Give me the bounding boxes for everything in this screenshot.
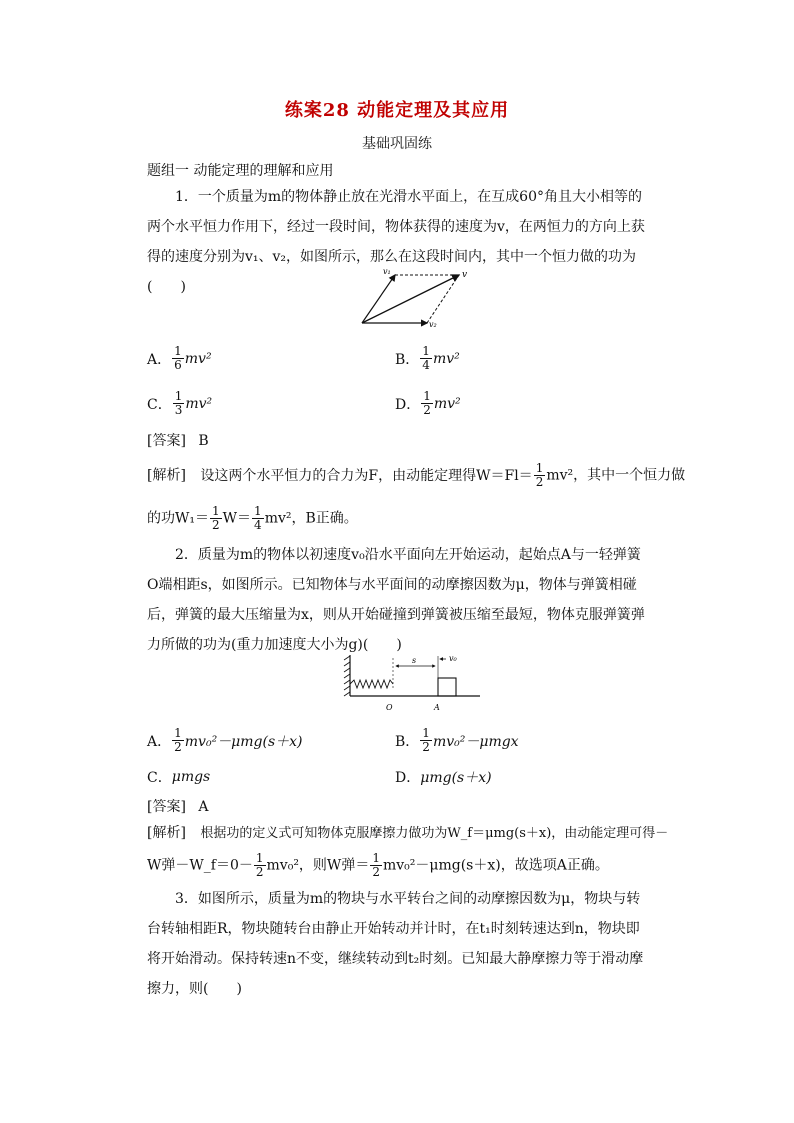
page-title: 练案28 动能定理及其应用 — [284, 100, 510, 121]
option-letter: A． — [147, 733, 172, 750]
fraction: $\frac{1}{2}$ — [212, 504, 220, 532]
option-text: mv² — [185, 395, 213, 412]
analysis-tag: [解析] — [147, 825, 186, 841]
fraction: $\frac{1}{4}$ — [254, 504, 262, 532]
option-letter: B． — [395, 351, 420, 368]
option-letter: B． — [395, 733, 420, 750]
option-text: mv₀²－μmg(s＋x) — [184, 733, 303, 750]
option-text: μmgs — [171, 769, 211, 785]
q2-block — [438, 678, 456, 696]
option-text: μmg(s＋x) — [420, 770, 492, 786]
q1-option-b[interactable] — [395, 345, 460, 372]
q1-option-d[interactable] — [395, 390, 461, 417]
q1-stem: 1．一个质量为m的物体静止放在光滑水平面上，在互成60°角且大小相等的两个水平恒力作用下，经过一段时间，物体获得的速度为v，在两恒力的方向上获得的速度分别为v₁、v₂，如图所示，那么在这段时间内，其中一个恒力做的功为( ) — [147, 189, 645, 295]
fraction: $\frac{1}{2}$ — [535, 461, 544, 489]
q2-label-o: O — [386, 703, 393, 712]
option-text: mv² — [184, 350, 212, 367]
option-text: mv² — [433, 395, 461, 412]
answer-value: B — [198, 433, 209, 449]
q1-v-arrow — [362, 275, 459, 323]
fraction: $\frac{1}{6}$ — [174, 344, 182, 372]
q2-spring — [350, 680, 393, 688]
q2-stem: 2．质量为m的物体以初速度v₀沿水平面向左开始运动，起始点A与一轻弹簧O端相距s，如图所示。已知物体与水平面间的动摩擦因数为μ，物体与弹簧相碰后，弹簧的最大压缩量为x，则从开始碰撞到弹簧被压缩至最短，物体克服弹簧弹力所做的功为(重力加速度大小为g)( ) — [147, 547, 645, 653]
group-label: 题组一 动能定理的理解和应用 — [147, 163, 334, 179]
analysis-tag: [解析] — [147, 467, 186, 484]
option-letter: D． — [395, 770, 421, 786]
q2-option-d[interactable] — [395, 767, 492, 787]
q1-vector-figure — [355, 265, 485, 330]
q2-analysis-line2: W弹－W_f＝0－ $\frac{1}{2}$ mv₀²，则W弹＝ $\frac{1}{2}$ mv₀²－μmg(s＋x)，故选项A正确。 — [147, 851, 609, 879]
q1-label-v1: v₁ — [383, 267, 391, 276]
q2-option-b[interactable] — [395, 727, 519, 754]
fraction: $\frac{1}{2}$ — [422, 726, 430, 754]
q2-label-s: s — [412, 656, 417, 665]
q2-label-a: A — [434, 703, 440, 712]
q2-option-a[interactable] — [147, 727, 303, 754]
q2-analysis-line1: [解析] 根据功的定义式可知物体克服摩擦力做功为W_f＝μmg(s＋x)，由动能定理可得－ — [147, 825, 669, 841]
option-letter: C． — [147, 770, 172, 786]
q1-label-v2: v₂ — [429, 320, 437, 329]
answer-value: A — [198, 799, 209, 815]
q1-answer — [147, 430, 209, 450]
q2-wall-hatch — [344, 656, 350, 696]
fraction: $\frac{1}{4}$ — [422, 344, 430, 372]
fraction: $\frac{1}{2}$ — [423, 389, 431, 417]
fraction: $\frac{1}{2}$ — [255, 851, 264, 879]
q2-answer — [147, 796, 209, 816]
option-letter: A． — [147, 351, 172, 368]
option-letter: C． — [147, 396, 172, 413]
q1-analysis-line1: [解析] 设这两个水平恒力的合力为F，由动能定理得W＝Fl＝ $\frac{1}{2}$ mv²，其中一个恒力做 — [147, 461, 686, 489]
option-text: mv₀²－μmgx — [432, 733, 519, 750]
fraction: $\frac{1}{2}$ — [174, 726, 182, 754]
option-letter: D． — [395, 396, 421, 413]
q3-stem: 3．如图所示，质量为m的物块与水平转台之间的动摩擦因数为μ，物块与转台转轴相距R，物块随转台由静止开始转动并计时，在t₁时刻转速达到n，物块即将开始滑动。保持转速n不变，继续转动到t₂时刻。已知最大静摩擦力等于滑动摩擦力，则( ) — [147, 891, 644, 997]
q1-option-a[interactable] — [147, 345, 212, 372]
fraction: $\frac{1}{3}$ — [174, 389, 183, 417]
q1-label-v: v — [462, 270, 468, 280]
q2-spring-figure — [340, 650, 480, 715]
q2-label-v0: v₀ — [449, 654, 457, 663]
q1-option-c[interactable] — [147, 390, 212, 417]
option-text: mv² — [432, 350, 460, 367]
section-subtitle: 基础巩固练 — [362, 136, 432, 152]
q1-analysis-line2: 的功W₁＝ $\frac{1}{2}$ W＝ $\frac{1}{4}$ mv²，B正确。 — [147, 504, 358, 532]
answer-tag: [答案] — [147, 799, 186, 815]
q1-v1-arrow — [362, 275, 395, 323]
answer-tag: [答案] — [147, 433, 186, 449]
q2-option-c[interactable] — [147, 767, 210, 787]
fraction: $\frac{1}{2}$ — [372, 851, 380, 879]
